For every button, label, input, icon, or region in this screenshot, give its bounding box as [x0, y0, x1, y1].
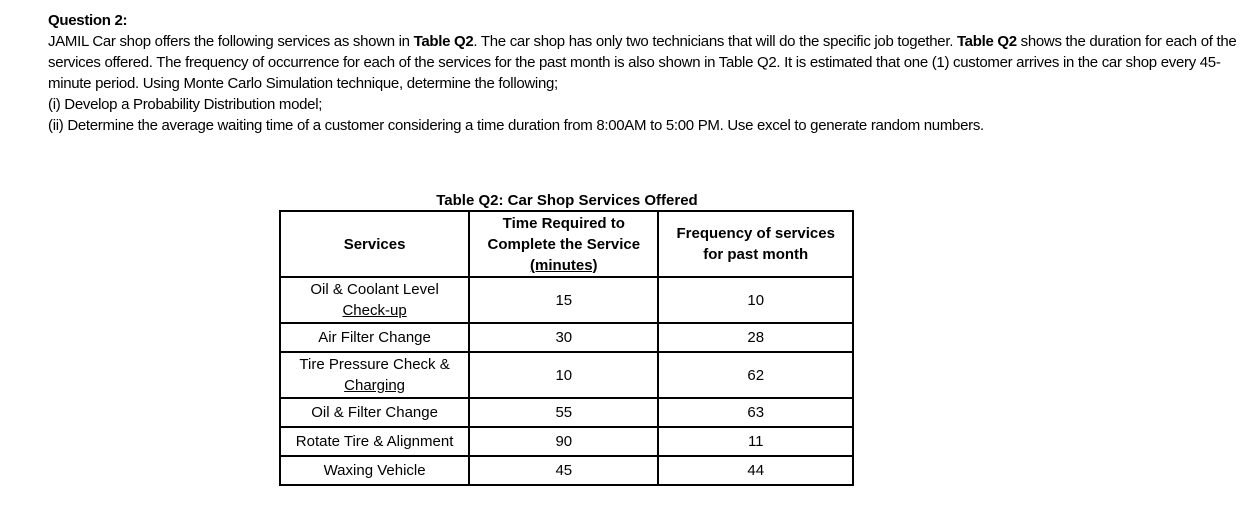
- table-row: [280, 323, 853, 352]
- question-text: shows the duration for each of the services offered. The frequency of occurrence for each of the services for the past month is also shown in Table Q2. It is estimated that one (1) customer arrives in the car shop every 45-minute period. Using Monte Carlo Simulation technique, determine the following;: [48, 33, 1237, 92]
- services-table: [279, 210, 854, 486]
- table-row: [280, 352, 853, 398]
- service-name: Oil & Filter Change: [280, 398, 469, 427]
- question-text: . The car shop has only two technicians that will do the specific job together.: [473, 33, 957, 50]
- table-reference: Table Q2: [956, 33, 1017, 50]
- table-row: [280, 277, 853, 323]
- question-item-1: (i) Develop a Probability Distribution model;: [48, 96, 323, 113]
- service-time: 15: [469, 277, 658, 323]
- service-name: Waxing Vehicle: [280, 456, 469, 485]
- question-paragraph: [48, 31, 1244, 94]
- header-services: Services: [280, 211, 469, 277]
- service-frequency: 62: [658, 352, 853, 398]
- service-name: Oil & Coolant Level Check-up: [280, 277, 469, 323]
- header-time-required: Time Required to Complete the Service (minutes): [469, 211, 658, 277]
- question-text: JAMIL Car shop offers the following services as shown in: [48, 33, 414, 50]
- service-name: Air Filter Change: [280, 323, 469, 352]
- service-name: Rotate Tire & Alignment: [280, 427, 469, 456]
- service-name: Tire Pressure Check & Charging: [280, 352, 469, 398]
- service-frequency: 44: [658, 456, 853, 485]
- table-row: [280, 398, 853, 427]
- question-title: Question 2:: [48, 12, 128, 29]
- table-reference: Table Q2: [413, 33, 474, 50]
- table-row: [280, 456, 853, 485]
- question-block: [48, 10, 1244, 136]
- service-time: 10: [469, 352, 658, 398]
- table-row: [280, 427, 853, 456]
- service-frequency: 63: [658, 398, 853, 427]
- service-frequency: 28: [658, 323, 853, 352]
- service-frequency: 10: [658, 277, 853, 323]
- service-time: 30: [469, 323, 658, 352]
- question-item-2: (ii) Determine the average waiting time of a customer considering a time duration from 8:00AM to 5:00 PM. Use excel to generate random numbers.: [48, 117, 984, 134]
- service-time: 55: [469, 398, 658, 427]
- table-header-row: [280, 211, 853, 277]
- table-caption: Table Q2: Car Shop Services Offered: [436, 192, 698, 209]
- header-frequency: Frequency of services for past month: [658, 211, 853, 277]
- service-time: 45: [469, 456, 658, 485]
- service-time: 90: [469, 427, 658, 456]
- service-frequency: 11: [658, 427, 853, 456]
